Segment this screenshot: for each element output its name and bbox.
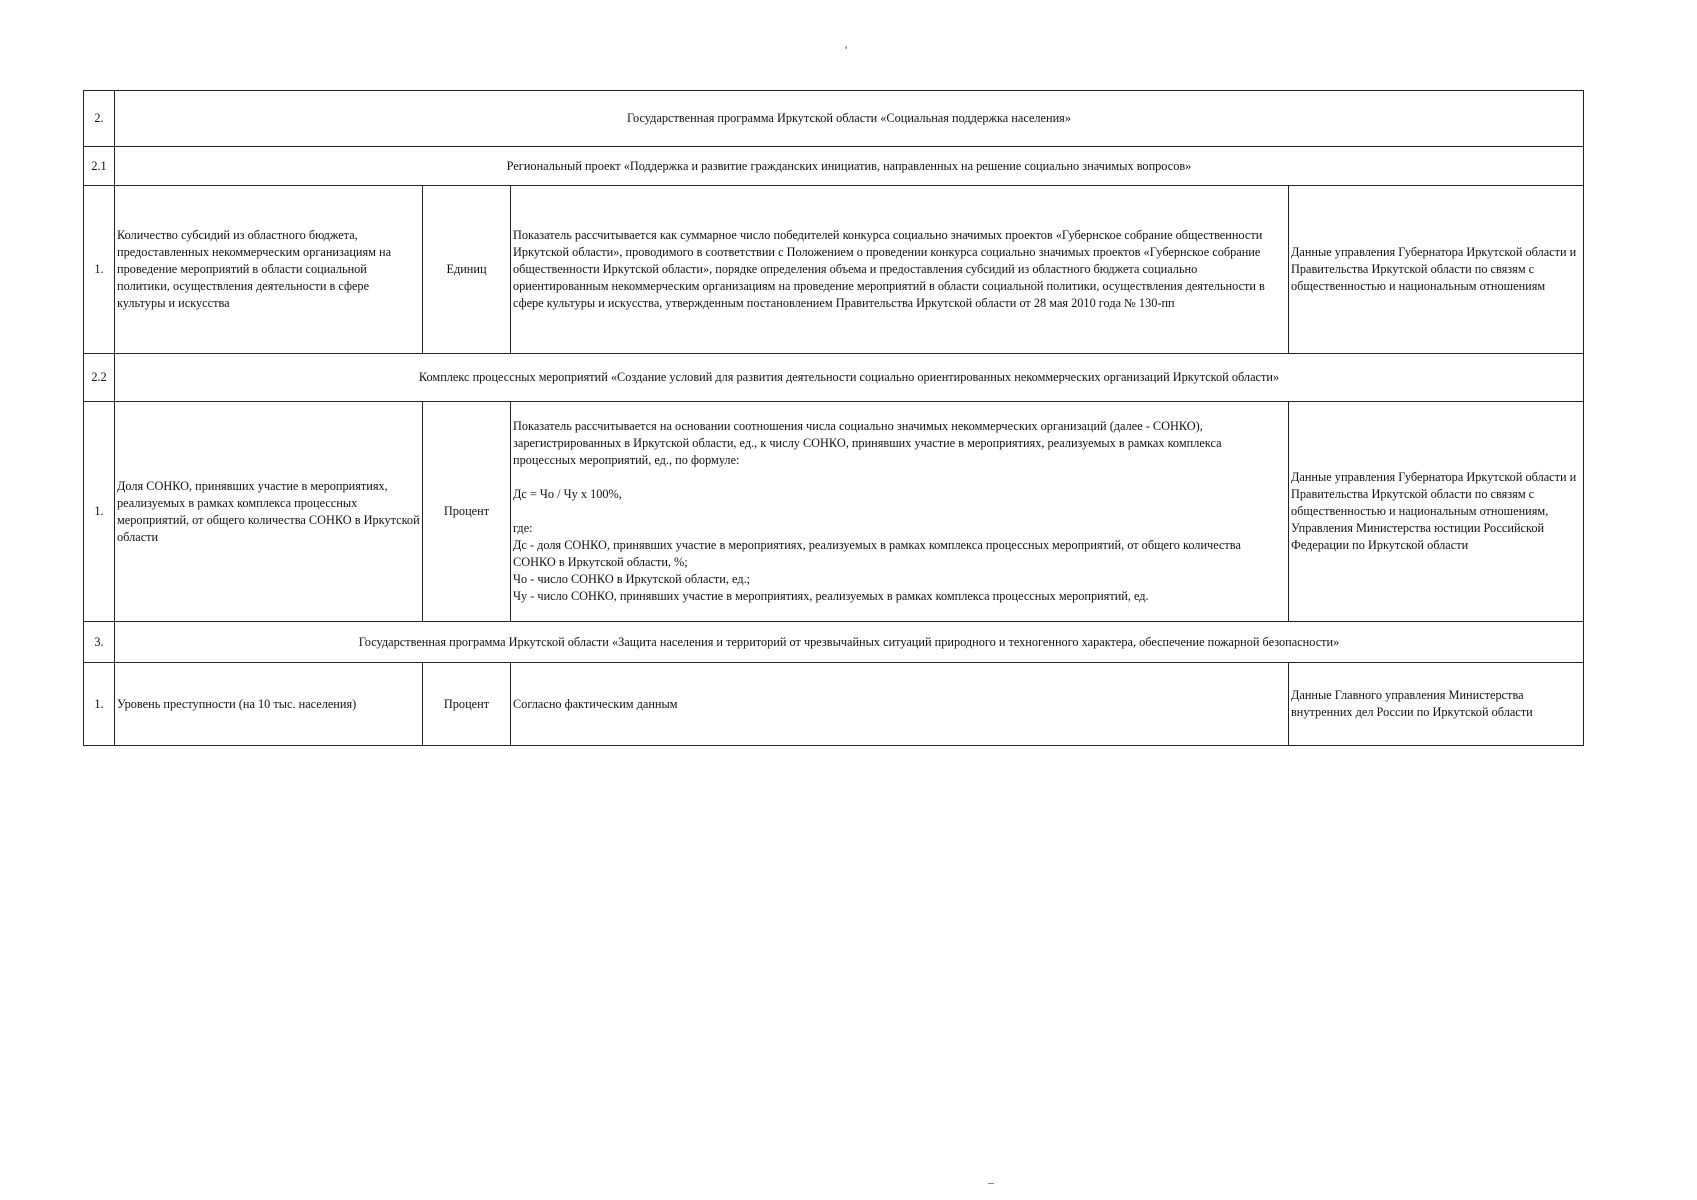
indicator-row xyxy=(84,663,1584,746)
indicator-unit: Процент xyxy=(423,663,511,746)
section-row-2-2 xyxy=(84,354,1584,402)
spacer xyxy=(513,503,1286,520)
indicator-number: 1. xyxy=(84,402,115,622)
section-number: 2.2 xyxy=(84,354,115,402)
indicator-source: Данные Главного управления Министерства внутренних дел России по Иркутской области xyxy=(1289,663,1584,746)
section-number: 2. xyxy=(84,91,115,147)
method-where: где: xyxy=(513,521,533,535)
indicator-method xyxy=(511,402,1289,622)
indicators-table xyxy=(83,90,1584,746)
section-title: Региональный проект «Поддержка и развитие гражданских инициатив, направленных на решение социально значимых вопросов» xyxy=(115,147,1584,186)
indicator-number: 1. xyxy=(84,186,115,354)
indicator-source: Данные управления Губернатора Иркутской области и Правительства Иркутской области по связям с общественностью и национальным отношениям xyxy=(1289,186,1584,354)
indicator-unit: Процент xyxy=(423,402,511,622)
indicator-number: 1. xyxy=(84,663,115,746)
page-top-mark: ' xyxy=(845,43,848,57)
indicator-method: Показатель рассчитывается как суммарное число победителей конкурса социально значимых проектов «Губернское собрание общественности Иркутской области», проводимого в соответствии с Положением о проведении конкурса социально значимых проектов «Губернское собрание общественности Иркутской области», порядке определения объема и предоставления субсидий из областного бюджета социально ориентированным некоммерческим организациям на проведение мероприятий в области социальной политики, осуществления деятельности в сфере культуры и искусства, утвержденным постановлением Правительства Иркутской области от 28 мая 2010 года № 130-пп xyxy=(511,186,1289,354)
section-row-2-1 xyxy=(84,147,1584,186)
indicator-name: Количество субсидий из областного бюджета, предоставленных некоммерческим организациям на проведение мероприятий в области социальной политики, осуществления деятельности в сфере культуры и искусства xyxy=(115,186,423,354)
method-definition-ds: Дс - доля СОНКО, принявших участие в мероприятиях, реализуемых в рамках комплекса процессных мероприятий, от общего количества СОНКО в Иркутской области, %; xyxy=(513,538,1241,569)
section-row-3 xyxy=(84,622,1584,663)
indicator-unit: Единиц xyxy=(423,186,511,354)
section-row-2 xyxy=(84,91,1584,147)
section-title: Государственная программа Иркутской области «Защита населения и территорий от чрезвычайных ситуаций природного и техногенного характера, обеспечение пожарной безопасности» xyxy=(115,622,1584,663)
method-formula: Дс = Чо / Чу х 100%, xyxy=(513,487,622,501)
method-definition-cho: Чо - число СОНКО в Иркутской области, ед.; xyxy=(513,572,751,586)
indicator-name: Уровень преступности (на 10 тыс. населения) xyxy=(115,663,423,746)
indicator-method: Согласно фактическим данным xyxy=(511,663,1289,746)
section-number: 3. xyxy=(84,622,115,663)
spacer xyxy=(513,469,1286,486)
method-definition-chu: Чу - число СОНКО, принявших участие в мероприятиях, реализуемых в рамках комплекса процессных мероприятий, ед. xyxy=(513,589,1149,603)
method-intro: Показатель рассчитывается на основании соотношения числа социально значимых некоммерческих организаций (далее - СОНКО), зарегистрированных в Иркутской области, ед., к числу СОНКО, принявших участие в мероприятиях, реализуемых в рамках комплекса процессных мероприятий, ед., по формуле: xyxy=(513,419,1222,467)
section-number: 2.1 xyxy=(84,147,115,186)
section-title: Государственная программа Иркутской области «Социальная поддержка населения» xyxy=(115,91,1584,147)
indicator-source: Данные управления Губернатора Иркутской области и Правительства Иркутской области по связям с общественностью и национальным отношениям, Управления Министерства юстиции Российской Федерации по Иркутской области xyxy=(1289,402,1584,622)
indicator-row xyxy=(84,186,1584,354)
scan-speck xyxy=(988,1183,994,1184)
indicator-name: Доля СОНКО, принявших участие в мероприятиях, реализуемых в рамках комплекса процессных мероприятий, от общего количества СОНКО в Иркутской области xyxy=(115,402,423,622)
section-title: Комплекс процессных мероприятий «Создание условий для развития деятельности социально ориентированных некоммерческих организаций Иркутской области» xyxy=(115,354,1584,402)
indicator-row xyxy=(84,402,1584,622)
